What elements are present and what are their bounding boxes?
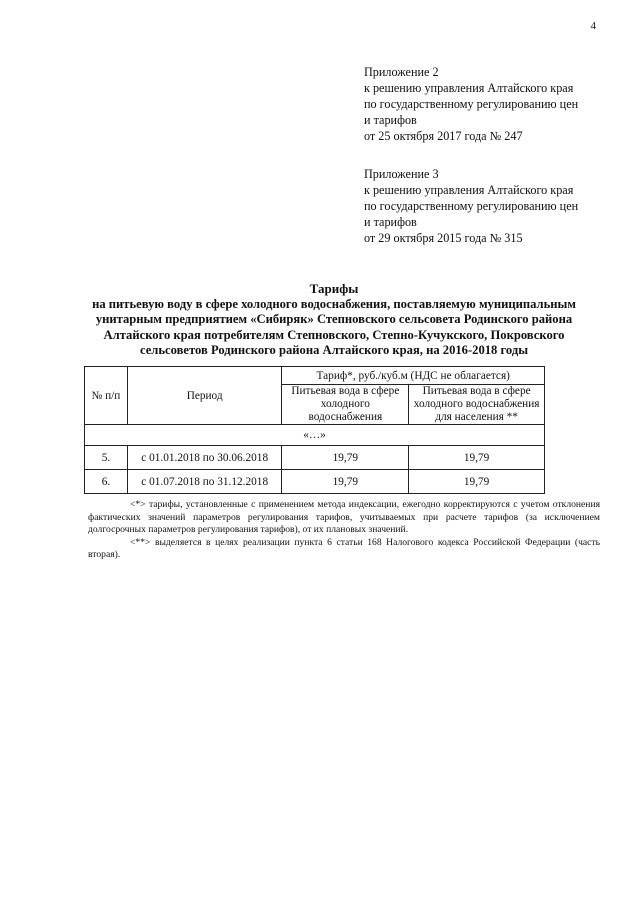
- row-tariff-2: 19,79: [409, 470, 545, 494]
- row-num: 6.: [85, 470, 128, 494]
- title-line: на питьевую воду в сфере холодного водоснабжения, поставляемую муниципальным: [92, 296, 576, 311]
- document-title: [60, 281, 608, 359]
- appendix-3-block: [364, 166, 624, 246]
- appendix-2-line: Приложение 2: [364, 65, 439, 79]
- header-tariff-population: [409, 385, 545, 425]
- title-line: Алтайского края потребителям Степновского, Степно-Кучукского, Покровского: [103, 327, 565, 342]
- title-line: унитарным предприятием «Сибиряк» Степновского сельсовета Родинского района: [95, 312, 573, 326]
- appendix-2-line: к решению управления Алтайского края: [364, 81, 574, 95]
- appendix-2-line: по государственному регулированию цен: [364, 97, 579, 111]
- footnote-2: <**> выделяется в целях реализации пункта 6 статьи 168 Налогового кодекса Российской Федерации (часть вторая).: [88, 536, 600, 561]
- appendix-3-line: и тарифов: [364, 215, 417, 229]
- table-row: [85, 446, 545, 470]
- header-tariff-population-line: для населения **: [435, 411, 518, 423]
- header-num: № п/п: [85, 367, 128, 425]
- ellipsis-row: «…»: [85, 425, 545, 446]
- row-num: 5.: [85, 446, 128, 470]
- row-tariff-1: 19,79: [282, 446, 409, 470]
- appendix-2-line: от 25 октября 2017 года № 247: [364, 129, 523, 143]
- appendix-3-line: Приложение 3: [364, 167, 439, 181]
- footnote-1: <*> тарифы, установленные с применением метода индексации, ежегодно корректируются с учетом отклонения фактических значений параметров регулирования тарифов, учитываемых при расчете тарифов (за исключением долгосрочных параметров регулирования тарифов), от их плановых значений.: [88, 499, 600, 536]
- page-number: 4: [590, 20, 596, 32]
- footnotes: [88, 499, 600, 562]
- title-heading: Тарифы: [309, 281, 359, 296]
- appendix-3-line: по государственному регулированию цен: [364, 199, 579, 213]
- row-period: с 01.07.2018 по 31.12.2018: [127, 470, 282, 494]
- title-line: сельсоветов Родинского района Алтайского края, на 2016-2018 годы: [139, 343, 529, 357]
- appendix-3-line: от 29 октября 2015 года № 315: [364, 231, 523, 245]
- header-tariff-drinking-water: Питьевая вода в сфере холодного водоснабжения: [282, 385, 409, 425]
- row-tariff-1: 19,79: [282, 470, 409, 494]
- row-period: с 01.01.2018 по 30.06.2018: [127, 446, 282, 470]
- table-row: [85, 470, 545, 494]
- appendix-3-line: к решению управления Алтайского края: [364, 183, 574, 197]
- appendix-2-block: [364, 64, 624, 144]
- header-period: Период: [127, 367, 282, 425]
- header-tariff-population-line: холодного водоснабжения: [413, 398, 540, 410]
- header-tariff-population-line: Питьевая вода в сфере: [422, 385, 531, 397]
- tariff-table: [84, 366, 545, 494]
- appendix-2-line: и тарифов: [364, 113, 417, 127]
- row-tariff-2: 19,79: [409, 446, 545, 470]
- header-tariff-group: Тариф*, руб./куб.м (НДС не облагается): [282, 367, 545, 385]
